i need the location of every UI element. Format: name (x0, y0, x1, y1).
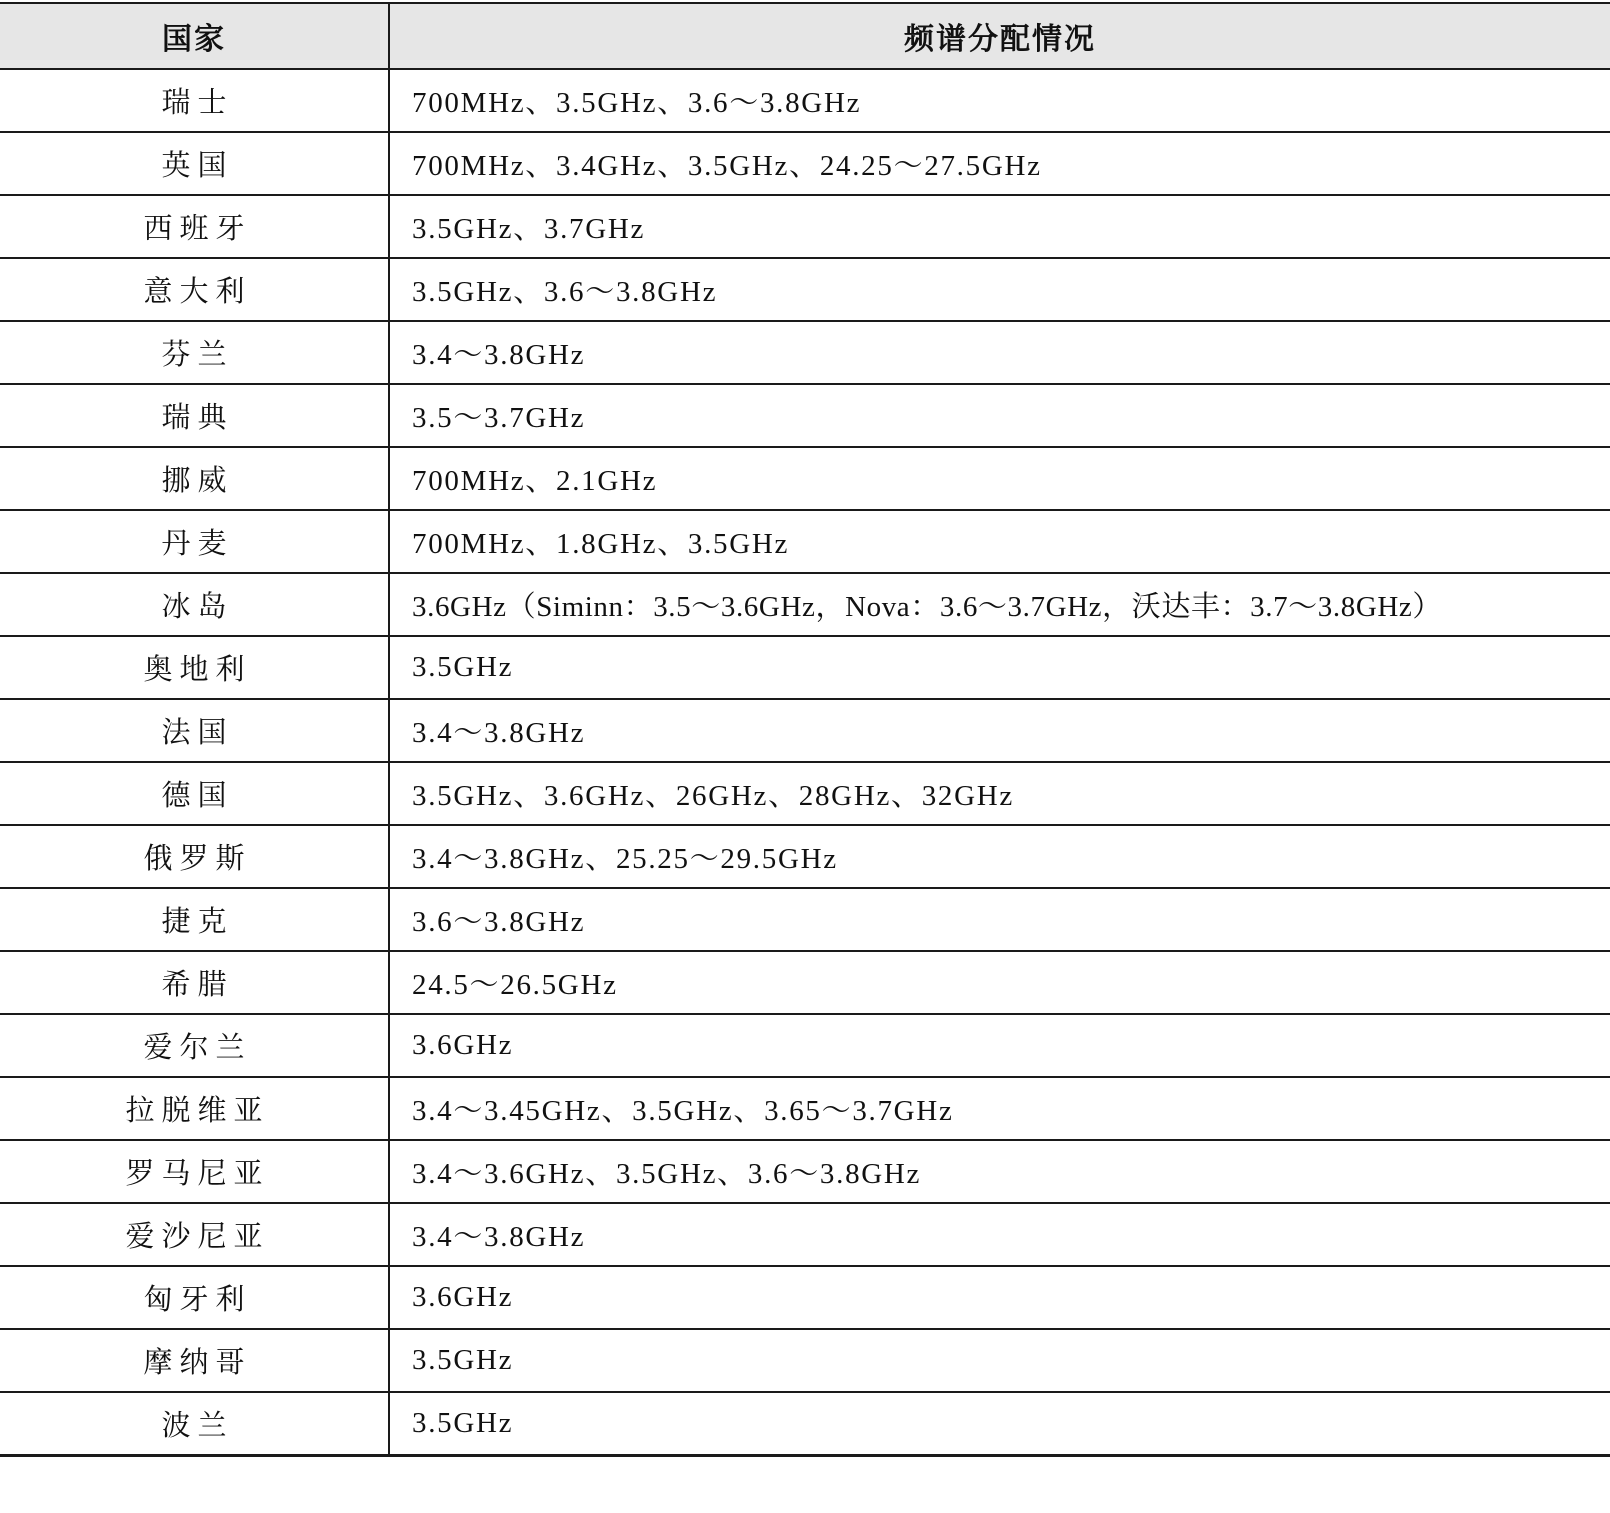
table-row (0, 1014, 1610, 1077)
cell-country: 意大利 (0, 258, 389, 321)
cell-allocation: 3.5GHz、3.7GHz (389, 195, 1610, 258)
cell-allocation: 3.6GHz (389, 1266, 1610, 1329)
cell-allocation: 700MHz、2.1GHz (389, 447, 1610, 510)
cell-allocation: 3.5GHz (389, 636, 1610, 699)
table-row (0, 573, 1610, 636)
table-row (0, 321, 1610, 384)
cell-allocation: 700MHz、3.4GHz、3.5GHz、24.25～27.5GHz (389, 132, 1610, 195)
cell-allocation: 3.4～3.45GHz、3.5GHz、3.65～3.7GHz (389, 1077, 1610, 1140)
cell-country: 奥地利 (0, 636, 389, 699)
cell-country: 瑞士 (0, 69, 389, 132)
cell-country: 波兰 (0, 1392, 389, 1455)
cell-allocation: 3.5～3.7GHz (389, 384, 1610, 447)
table-row (0, 1329, 1610, 1392)
cell-country: 希腊 (0, 951, 389, 1014)
cell-allocation: 700MHz、3.5GHz、3.6～3.8GHz (389, 69, 1610, 132)
table-row (0, 447, 1610, 510)
cell-country: 芬兰 (0, 321, 389, 384)
header-allocation: 频谱分配情况 (389, 3, 1610, 69)
table-row (0, 762, 1610, 825)
header-country: 国家 (0, 3, 389, 69)
header-row (0, 3, 1610, 69)
table-row (0, 1077, 1610, 1140)
cell-allocation: 24.5～26.5GHz (389, 951, 1610, 1014)
cell-country: 英国 (0, 132, 389, 195)
cell-allocation: 3.4～3.8GHz (389, 699, 1610, 762)
cell-allocation: 3.4～3.8GHz、25.25～29.5GHz (389, 825, 1610, 888)
cell-country: 挪威 (0, 447, 389, 510)
cell-country: 匈牙利 (0, 1266, 389, 1329)
cell-allocation: 3.5GHz (389, 1392, 1610, 1455)
cell-country: 冰岛 (0, 573, 389, 636)
table-row (0, 825, 1610, 888)
cell-country: 俄罗斯 (0, 825, 389, 888)
cell-country: 摩纳哥 (0, 1329, 389, 1392)
cell-country: 丹麦 (0, 510, 389, 573)
cell-allocation: 3.4～3.8GHz (389, 321, 1610, 384)
table-row (0, 1140, 1610, 1203)
cell-allocation: 3.5GHz、3.6GHz、26GHz、28GHz、32GHz (389, 762, 1610, 825)
table-row (0, 510, 1610, 573)
table-row (0, 132, 1610, 195)
table-row (0, 888, 1610, 951)
table-row (0, 1203, 1610, 1266)
cell-allocation: 3.6GHz（Siminn：3.5～3.6GHz，Nova：3.6～3.7GHz，沃达丰：3.7～3.8GHz） (389, 573, 1610, 636)
table-row (0, 1266, 1610, 1329)
cell-country: 瑞典 (0, 384, 389, 447)
table-row (0, 258, 1610, 321)
table-body (0, 69, 1610, 1455)
cell-allocation: 3.6～3.8GHz (389, 888, 1610, 951)
table-row (0, 69, 1610, 132)
cell-allocation: 700MHz、1.8GHz、3.5GHz (389, 510, 1610, 573)
cell-country: 捷克 (0, 888, 389, 951)
table-row (0, 636, 1610, 699)
table-row (0, 699, 1610, 762)
cell-allocation: 3.5GHz、3.6～3.8GHz (389, 258, 1610, 321)
table-row (0, 1392, 1610, 1455)
cell-allocation: 3.4～3.6GHz、3.5GHz、3.6～3.8GHz (389, 1140, 1610, 1203)
cell-country: 法国 (0, 699, 389, 762)
cell-country: 拉脱维亚 (0, 1077, 389, 1140)
cell-country: 罗马尼亚 (0, 1140, 389, 1203)
cell-country: 德国 (0, 762, 389, 825)
table-row (0, 384, 1610, 447)
cell-country: 西班牙 (0, 195, 389, 258)
cell-allocation: 3.4～3.8GHz (389, 1203, 1610, 1266)
cell-allocation: 3.5GHz (389, 1329, 1610, 1392)
table-row (0, 951, 1610, 1014)
cell-allocation: 3.6GHz (389, 1014, 1610, 1077)
cell-country: 爱沙尼亚 (0, 1203, 389, 1266)
cell-country: 爱尔兰 (0, 1014, 389, 1077)
spectrum-allocation-table (0, 2, 1610, 1457)
table-header (0, 3, 1610, 69)
table-row (0, 195, 1610, 258)
